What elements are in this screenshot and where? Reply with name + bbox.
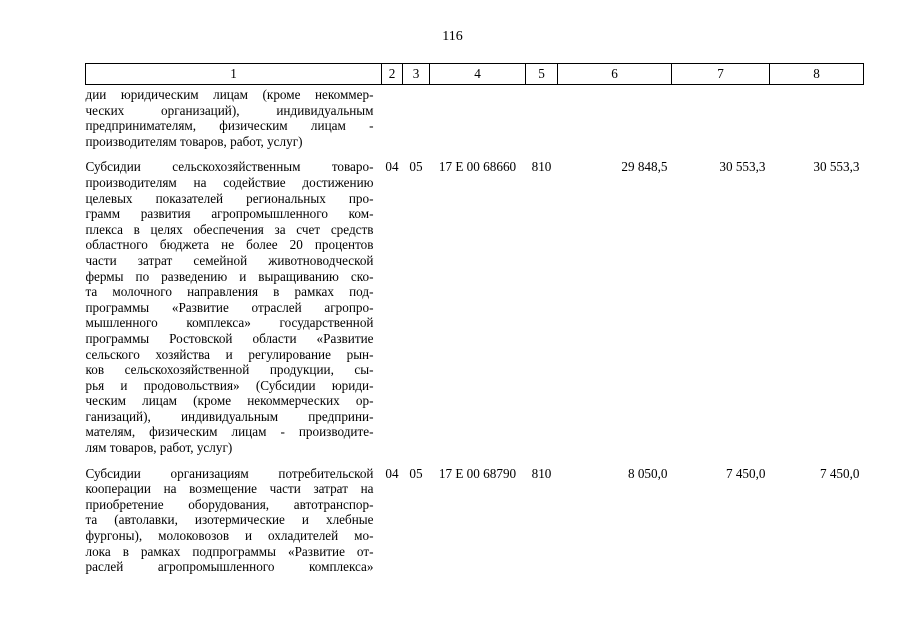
row-description bbox=[86, 159, 382, 465]
description-line: фермы по разведению и выращиванию ско- bbox=[85, 268, 374, 284]
table-row bbox=[86, 159, 864, 465]
cell-subsection: 05 bbox=[409, 465, 423, 481]
description-line: программы «Развитие отраслей агропро- bbox=[85, 299, 374, 315]
cell-section: 04 bbox=[385, 159, 399, 175]
cell-amount-1: 8 050,0 bbox=[627, 465, 668, 481]
header-col-7: 7 bbox=[672, 64, 770, 85]
description-line: рья и продовольствия» (Субсидии юриди- bbox=[85, 377, 374, 393]
cell-amount-3: 7 450,0 bbox=[819, 465, 860, 481]
description-line: приобретение оборудования, автотранспор- bbox=[85, 496, 374, 512]
header-col-5: 5 bbox=[526, 64, 558, 85]
description-line: областного бюджета не более 20 процентов bbox=[85, 237, 374, 253]
cell-section: 04 bbox=[385, 465, 399, 481]
header-col-6: 6 bbox=[558, 64, 672, 85]
description-line: грамм развития агропромышленного ком- bbox=[85, 206, 374, 222]
cell-amount-2: 7 450,0 bbox=[725, 465, 766, 481]
header-col-8: 8 bbox=[770, 64, 864, 85]
description-line: плекса в целях обеспечения за счет средств bbox=[85, 221, 374, 237]
cell-expense-type: 810 bbox=[531, 159, 552, 175]
description-line: фургоны), молоковозов и охладителей мо- bbox=[85, 528, 374, 544]
cell-section bbox=[382, 85, 403, 160]
cell-amount-2: 30 553,3 bbox=[719, 159, 766, 175]
description-line: части затрат семейной животноводческой bbox=[85, 252, 374, 268]
description-line: мышленного комплекса» государственной bbox=[85, 315, 374, 331]
description-line: целевых показателей региональных про- bbox=[85, 190, 374, 206]
cell-amount-2 bbox=[672, 85, 770, 160]
header-col-4: 4 bbox=[430, 64, 526, 85]
cell-target-code bbox=[430, 85, 526, 160]
description-line: та молочного направления в рамках под- bbox=[85, 284, 374, 300]
header-col-3: 3 bbox=[403, 64, 430, 85]
header-col-2: 2 bbox=[382, 64, 403, 85]
cell-amount-1 bbox=[558, 85, 672, 160]
cell-amount-3 bbox=[770, 85, 864, 160]
description-line: Субсидии сельскохозяйственным товаро- bbox=[85, 159, 374, 175]
description-line: лока в рамках подпрограммы «Развитие от- bbox=[85, 543, 374, 559]
page-number: 116 bbox=[442, 29, 463, 44]
description-line: кооперации на возмещение части затрат на bbox=[85, 481, 374, 497]
description-line: раслей агропромышленного комплекса» bbox=[85, 559, 374, 575]
cell-amount-3: 30 553,3 bbox=[813, 159, 860, 175]
budget-table bbox=[85, 63, 864, 575]
description-line: ческим лицам (кроме некоммерческих ор- bbox=[85, 393, 374, 409]
description-line: Субсидии организациям потребительской bbox=[85, 465, 374, 481]
description-line: лям товаров, работ, услуг) bbox=[85, 440, 233, 456]
description-line: производителям на содействие достижению bbox=[85, 174, 374, 190]
description-line: та (автолавки, изотермические и хлебные bbox=[85, 512, 374, 528]
cell-expense-type: 810 bbox=[531, 465, 552, 481]
cell-expense-type bbox=[526, 85, 558, 160]
description-line: ганизаций), индивидуальным предприни- bbox=[85, 408, 374, 424]
table-row bbox=[86, 466, 864, 575]
description-line: программы Ростовской области «Развитие bbox=[85, 330, 374, 346]
description-line: ков сельскохозяйственной продукции, сы- bbox=[85, 362, 374, 378]
cell-subsection: 05 bbox=[409, 159, 423, 175]
row-description bbox=[86, 85, 382, 160]
description-line: производителям товаров, работ, услуг) bbox=[85, 133, 303, 149]
description-line: предпринимателям, физическим лицам - bbox=[85, 118, 374, 134]
description-line: ческих организаций), индивидуальным bbox=[85, 102, 374, 118]
description-line: мателям, физическим лицам - производите- bbox=[85, 424, 374, 440]
cell-subsection bbox=[403, 85, 430, 160]
header-row bbox=[86, 64, 864, 85]
cell-target-code: 17 Е 00 68660 bbox=[438, 159, 517, 175]
description-line: дии юридическим лицам (кроме некоммер- bbox=[85, 87, 374, 102]
cell-amount-1: 29 848,5 bbox=[621, 159, 668, 175]
description-line: сельского хозяйства и регулирование рын- bbox=[85, 346, 374, 362]
table-row bbox=[86, 85, 864, 160]
header-col-1: 1 bbox=[86, 64, 382, 85]
row-description bbox=[86, 466, 382, 575]
cell-target-code: 17 Е 00 68790 bbox=[438, 465, 517, 481]
